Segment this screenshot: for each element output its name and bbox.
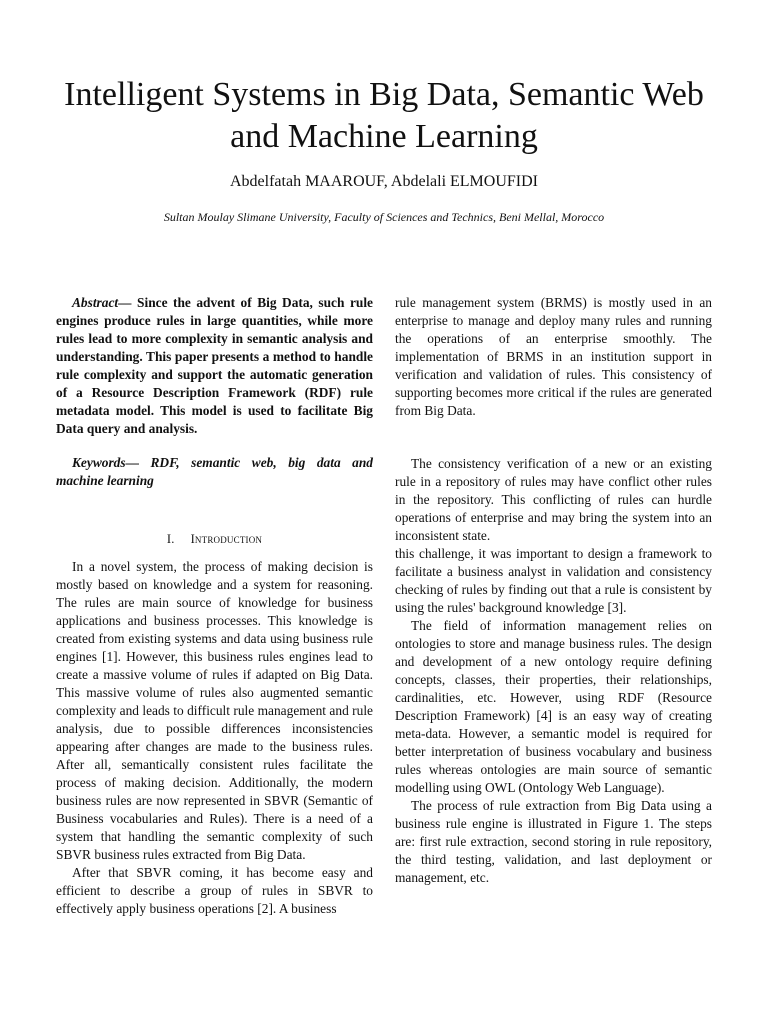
paper-affiliation: Sultan Moulay Slimane University, Faculty of Sciences and Technics, Beni Mellal, Morocco: [163, 210, 605, 224]
body-paragraph: The consistency verification of a new or an existing rule in a repository of rules may have conflict other rules in the repository. This conflicting of rules can hurdle operations of enterprise and may bring the system into an inconsistent state.: [395, 456, 712, 543]
abstract-text: Since the advent of Big Data, such rule engines produce rules in large quantities, while more rules lead to more complexity in semantic analysis and understanding. This paper presents a method to handle rule complexity and support the automatic generation of a Resource Description Framework (RDF) rule metadata model. This model is used to facilitate Big Data query and analysis.: [56, 295, 373, 436]
section-number: I.: [166, 532, 175, 546]
body-paragraph: The process of rule extraction from Big Data using a business rule engine is illustrated in Figure 1. The steps are: first rule extraction, second storing in rule repository, the third testing, validation, and last deployment or management, etc.: [395, 798, 712, 885]
abstract: [56, 294, 373, 438]
body-paragraph: rule management system (BRMS) is mostly used in an enterprise to manage and deploy many rules and running the operations of an enterprise smoothly. The implementation of BRMS in an institution support in verification and validation of rules. This consistency of supporting becomes more critical if the rules are generated from Big Data.: [395, 295, 712, 418]
section-heading: [56, 530, 373, 548]
body-paragraph: In a novel system, the process of making decision is mostly based on knowledge and a system for reasoning. The rules are main source of knowledge for business applications and business processes. This knowledge is created from existing systems and data using business rule engines [1]. However, this business rules engines lead to create a massive volume of rules if adapted on Big Data. This massive volume of rules also augmented semantic complexity and leads to difficult rule management and rule analysis, due to possible differences inconsistencies appearing after changes are made to the business rules. After all, semantically consistent rules facilitate the process of making decision. Additionally, the modern business rules are now represented in SBVR (Semantic of Business vocabularies and Rules). There is a need of a system that handling the semantic complexity of such SBVR business rules extracted from Big Data.: [56, 559, 373, 862]
keywords-text: RDF, semantic web, big data and machine learning: [56, 455, 373, 488]
paper-authors: Abdelfatah MAAROUF, Abdelali ELMOUFIDI: [229, 173, 538, 190]
section-title: Introduction: [190, 532, 263, 546]
right-column: [395, 294, 712, 887]
keywords: [56, 454, 373, 490]
left-column: [56, 294, 373, 918]
body-paragraph: this challenge, it was important to design a framework to facilitate a business analyst in validation and consistency checking of rules by finding out that a rule is consistent by using the rules' background knowledge [3].: [395, 546, 712, 615]
body-paragraph: After that SBVR coming, it has become easy and efficient to describe a group of rules in SBVR to effectively apply business operations [2]. A business: [56, 865, 373, 916]
keywords-label: Keywords—: [72, 455, 139, 470]
paragraph-gap: [395, 420, 712, 455]
body-paragraph: The field of information management relies on ontologies to store and manage business rules. The design and development of a new ontology require defining concepts, classes, their properties, their relationships, cardinalities, etc. However, using RDF (Resource Description Framework) [4] is an easy way of creating meta-data. However, a semantic model is required for better interpretation of business vocabulary and business rules whereas ontologies are main source of semantic modelling using OWL (Ontology Web Language).: [395, 618, 712, 795]
paper-title: Intelligent Systems in Big Data, Semantic Web and Machine Learning: [64, 76, 704, 155]
abstract-label: Abstract—: [72, 295, 132, 310]
